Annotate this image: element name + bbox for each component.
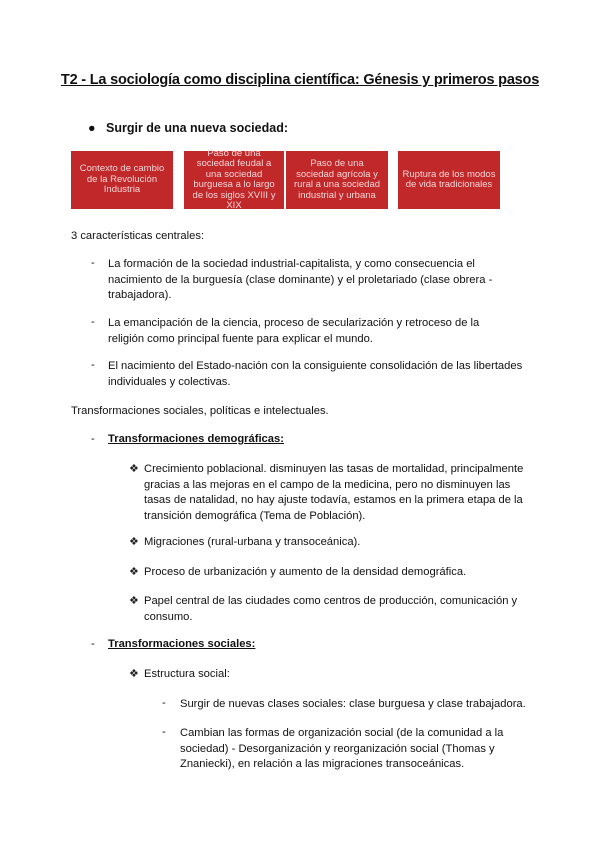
transformations-intro: Transformaciones sociales, políticas e intelectuales. [71,405,329,417]
dash-marker: - [162,697,166,709]
dash-marker: - [91,359,95,371]
characteristic-item: El nacimiento del Estado-nación con la consiguiente consolidación de las libertades individuales y colectivas. [108,360,523,388]
diamond-bullet-icon: ❖ [129,595,139,607]
dash-marker: - [91,638,95,650]
demographic-item: Crecimiento poblacional. disminuyen las tasas de mortalidad, principalmente gracias a las mejoras en el campo de la medicina, pero no disminuyen las tasas de natalidad, no hay ajuste todavía, estamos en la primera etapa de la transición demográfica (Tema de Población). [144,463,524,522]
social-heading: Transformaciones sociales: [108,638,256,650]
diagram-box-2: Paso de una sociedad feudal a una sociedad burguesa a lo largo de los siglos XVIII y XIX [184,151,284,209]
dash-marker: - [91,316,95,328]
dash-marker: - [162,726,166,738]
diamond-bullet-icon: ❖ [129,668,139,680]
diamond-bullet-icon: ❖ [129,463,139,475]
demographic-item: Migraciones (rural-urbana y transoceánica). [144,536,361,548]
section-heading [88,121,288,135]
page-title: T2 - La sociología como disciplina científica: Génesis y primeros pasos [60,72,540,88]
social-structure-label: Estructura social: [144,668,230,680]
demographic-item: Papel central de las ciudades como centros de producción, comunicación y consumo. [144,595,518,623]
diamond-bullet-icon: ❖ [129,566,139,578]
section-heading-text: Surgir de una nueva sociedad: [106,121,288,135]
characteristics-intro: 3 características centrales: [71,230,205,242]
social-item: Surgir de nuevas clases sociales: clase burguesa y clase trabajadora. [180,698,526,710]
characteristic-item: La emancipación de la ciencia, proceso de secularización y retroceso de la religión como principal fuente para explicar el mundo. [108,317,480,345]
process-diagram [0,147,600,211]
diagram-box-3: Paso de una sociedad agrícola y rural a una sociedad industrial y urbana [286,151,388,209]
diagram-box-1: Contexto de cambio de la Revolución Industria [71,151,173,209]
dash-marker: - [91,433,95,445]
characteristic-item: La formación de la sociedad industrial-capitalista, y como consecuencia el nacimiento de la burguesía (clase dominante) y el proletariado (clase obrera - trabajadora). [108,258,493,301]
demographic-heading: Transformaciones demográficas: [108,433,284,445]
dash-marker: - [91,257,95,269]
demographic-item: Proceso de urbanización y aumento de la densidad demográfica. [144,566,467,578]
social-item: Cambian las formas de organización social (de la comunidad a la sociedad) - Desorganización y reorganización social (Thomas y Znaniecki), en relación a las migraciones transoceánicas. [180,727,504,770]
bullet-icon: ● [88,121,96,135]
diagram-box-4: Ruptura de los modos de vida tradicionales [398,151,500,209]
diamond-bullet-icon: ❖ [129,536,139,548]
